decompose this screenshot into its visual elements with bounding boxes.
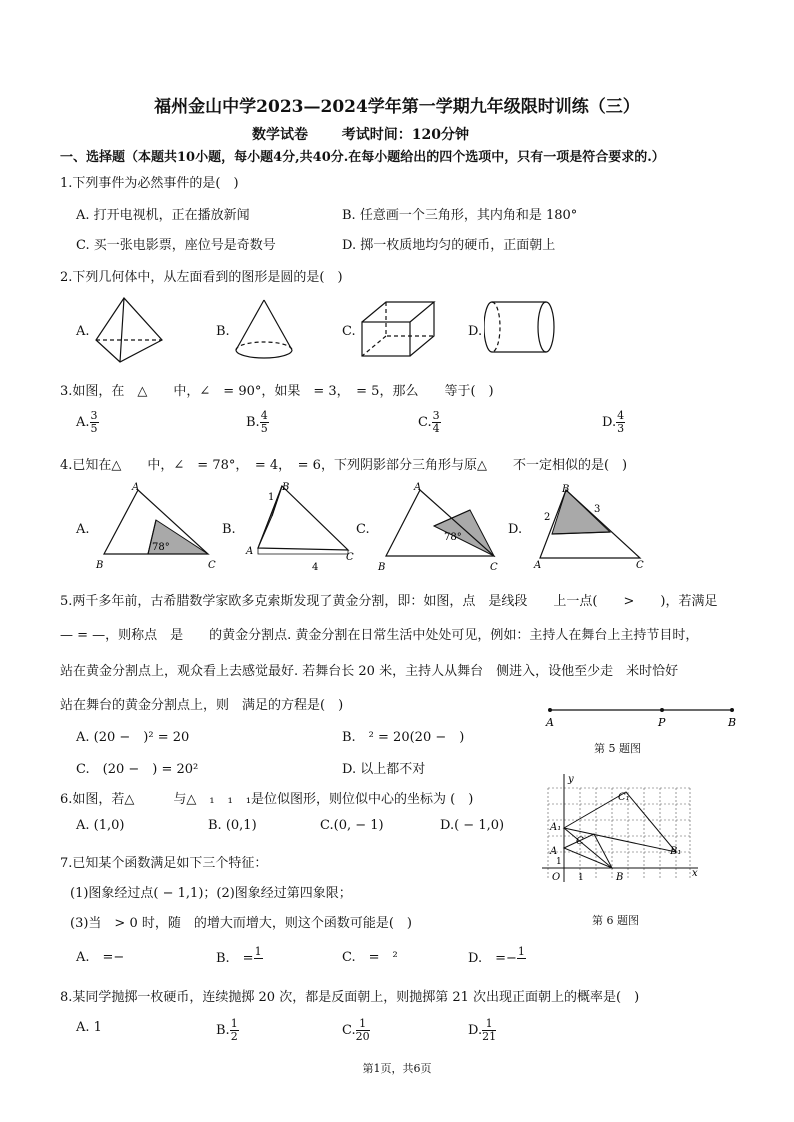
q7-b-num: 1: [254, 945, 262, 958]
q3-d-label: D.: [602, 415, 617, 430]
q3-c-num: 3: [432, 409, 440, 422]
q5-option-a[interactable]: A. (20 − )² = 20: [76, 730, 190, 745]
q6-coordinate-figure: [540, 770, 704, 886]
q4-figure-b: [238, 478, 358, 574]
cylinder-figure: [484, 294, 558, 362]
q1-stem: 1.下列事件为必然事件的是( ): [60, 176, 239, 191]
fig-c-label-b: B: [378, 562, 386, 572]
q8-c-label: C.: [342, 1023, 356, 1038]
q5-line-2: — = —，则称点 是 的黄金分割点. 黄金分割在日常生活中处处可见，例如：主持人在舞台上主持节目时，: [60, 628, 699, 643]
q7-d-prefix: D. =−: [468, 951, 517, 966]
q8-d-label: D.: [468, 1023, 483, 1038]
q6-option-c[interactable]: C.(0, − 1): [320, 818, 384, 833]
q5-line-1: 5.两千多年前，古希腊数学家欧多克索斯发现了黄金分割，即：如图，点 是线段 上一点( > )，若满足: [60, 594, 718, 609]
q5-segment-figure: [540, 700, 750, 730]
q2-option-d[interactable]: D.: [468, 324, 483, 339]
q8-b-den: 2: [230, 1030, 238, 1043]
x-tick-1: 1: [578, 873, 584, 883]
fig-b-len-1: 1: [268, 492, 275, 503]
q7-condition-1: (1)图象经过点( − 1,1)；(2)图象经过第四象限；: [70, 886, 352, 901]
q4-figure-d: [530, 482, 650, 572]
fig-b-len-4: 4: [312, 562, 319, 573]
segment-point-a: A: [546, 716, 554, 729]
q8-option-a[interactable]: A. 1: [76, 1020, 102, 1035]
q7-option-c[interactable]: C. = ²: [342, 950, 398, 965]
q3-d-den: 3: [617, 422, 625, 435]
q1-option-b[interactable]: B. 任意画一个三角形，其内角和是 180°: [342, 208, 578, 223]
q3-a-num: 3: [90, 409, 98, 422]
cone-figure: [230, 296, 300, 366]
q5-line-3: 站在黄金分割点上，观众看上去感觉最好. 若舞台长 20 米，主持人从舞台 侧进入，设他至少走 米时恰好: [60, 664, 679, 679]
q8-d-den: 21: [482, 1030, 497, 1043]
q3-a-den: 5: [90, 422, 98, 435]
q7-option-b[interactable]: [216, 946, 263, 971]
cuboid-figure: [356, 296, 440, 362]
point-a-label: A: [550, 846, 558, 857]
q1-option-c[interactable]: C. 买一张电影票，座位号是奇数号: [76, 238, 276, 253]
fig-d-len-2: 2: [544, 512, 551, 523]
q2-option-b[interactable]: B.: [216, 324, 230, 339]
axis-y-label: y: [568, 774, 574, 785]
exam-title: 福州金山中学2023—2024学年第一学期九年级限时训练（三）: [154, 97, 640, 117]
axis-x-label: x: [692, 868, 698, 879]
q6-option-a[interactable]: A. (1,0): [76, 818, 125, 833]
q4-option-d[interactable]: D.: [508, 522, 523, 537]
q5-line-4: 站在舞台的黄金分割点上，则 满足的方程是( ): [60, 698, 344, 713]
q8-c-den: 20: [355, 1030, 370, 1043]
fig-a-label-a: A: [132, 482, 140, 493]
q7-option-d[interactable]: [468, 946, 526, 971]
fig-d-label-b: B: [562, 484, 570, 495]
q8-option-d[interactable]: [468, 1018, 496, 1043]
q1-option-d[interactable]: D. 掷一枚质地均匀的硬币，正面朝上: [342, 238, 556, 253]
q7-b-prefix: B. =: [216, 951, 254, 966]
q6-stem: 6.如图，若△ 与△ ₁ ₁ ₁是位似图形，则位似中心的坐标为 ( ): [60, 792, 474, 807]
y-tick-1: 1: [556, 857, 562, 867]
q8-option-c[interactable]: [342, 1018, 370, 1043]
point-c1-label: C₁: [618, 792, 630, 803]
segment-point-b: B: [728, 716, 737, 729]
q3-d-num: 4: [617, 409, 625, 422]
fig-a-label-b: B: [96, 560, 104, 571]
q2-option-a[interactable]: A.: [76, 324, 90, 339]
fig-a-label-c: C: [208, 560, 216, 571]
point-b1-label: B₁: [670, 846, 682, 857]
q5-caption: 第 5 题图: [594, 742, 641, 755]
point-c-label: C: [576, 836, 584, 847]
exam-time: 考试时间：120分钟: [341, 127, 469, 143]
fig-c-label-c: C: [490, 562, 498, 572]
fig-d-len-3: 3: [594, 504, 601, 515]
q8-b-label: B.: [216, 1023, 230, 1038]
q6-option-d[interactable]: D.( − 1,0): [440, 818, 505, 833]
q2-option-c[interactable]: C.: [342, 324, 356, 339]
pyramid-figure: [92, 292, 172, 368]
fig-c-label-a: A: [414, 482, 422, 493]
q3-b-den: 5: [260, 422, 268, 435]
page-number: 第1页，共6页: [362, 1062, 432, 1075]
fig-b-label-a: A: [246, 546, 254, 557]
q7-stem: 7.已知某个函数满足如下三个特征：: [60, 856, 268, 871]
q8-option-b[interactable]: [216, 1018, 239, 1043]
q8-d-num: 1: [482, 1018, 496, 1031]
q4-option-a[interactable]: A.: [76, 522, 90, 537]
point-a1-label: A₁: [550, 822, 562, 833]
fig-c-angle: 78°: [444, 532, 462, 543]
origin-label: O: [552, 872, 561, 883]
q3-option-c[interactable]: [418, 410, 441, 435]
subject-label: 数学试卷: [252, 127, 308, 143]
q3-b-num: 4: [260, 409, 268, 422]
q3-c-den: 4: [432, 422, 440, 435]
q3-stem: 3.如图，在 △ 中，∠ = 90°，如果 = 3， = 5，那么 等于( ): [60, 384, 494, 399]
q7-condition-3: (3)当 > 0 时，随 的增大而增大，则这个函数可能是( ): [70, 916, 412, 931]
fig-d-label-c: C: [636, 560, 644, 571]
exam-subject: [252, 124, 469, 144]
q7-option-a[interactable]: A. =−: [76, 950, 125, 965]
q3-option-b[interactable]: [246, 410, 269, 435]
fig-b-label-b: B: [282, 482, 290, 493]
q3-a-label: A.: [76, 415, 90, 430]
q4-stem: 4.已知在△ 中，∠ = 78°， = 4， = 6，下列阴影部分三角形与原△ 不一定相似的是( ): [60, 458, 628, 473]
q8-b-num: 1: [230, 1017, 238, 1030]
q5-option-d[interactable]: D. 以上都不对: [342, 762, 426, 777]
q8-c-num: 1: [356, 1018, 370, 1031]
q5-option-b[interactable]: B. ² = 20(20 − ): [342, 730, 465, 745]
fig-b-label-c: C: [346, 552, 354, 563]
q2-stem: 2.下列几何体中，从左面看到的图形是圆的是( ): [60, 270, 343, 285]
q6-caption: 第 6 题图: [592, 914, 639, 927]
fig-a-angle: 78°: [152, 542, 170, 553]
q3-b-label: B.: [246, 415, 260, 430]
q8-stem: 8.某同学抛掷一枚硬币，连续抛掷 20 次，都是反面朝上，则抛掷第 21 次出现正面朝上的概率是( ): [60, 990, 640, 1005]
q3-option-d[interactable]: [602, 410, 625, 435]
q4-figure-a: [92, 480, 222, 572]
section-title: 一、选择题（本题共10小题，每小题4分,共40分.在每小题给出的四个选项中，只有一项是符合要求的.）: [60, 150, 665, 165]
segment-point-p: P: [658, 716, 666, 729]
q7-d-den: [517, 959, 526, 971]
q4-figure-c: [374, 480, 504, 572]
q1-option-a[interactable]: A. 打开电视机，正在播放新闻: [76, 208, 250, 223]
q7-b-den: [254, 959, 263, 971]
q3-c-label: C.: [418, 415, 432, 430]
q7-d-num: 1: [517, 945, 525, 958]
q4-option-b[interactable]: B.: [222, 522, 236, 537]
fig-d-label-a: A: [534, 560, 542, 571]
q5-option-c[interactable]: C. (20 − ) = 20²: [76, 762, 199, 777]
q6-option-b[interactable]: B. (0,1): [208, 818, 257, 833]
q3-option-a[interactable]: [76, 410, 99, 435]
point-b-label: B: [616, 872, 624, 883]
q4-option-c[interactable]: C.: [356, 522, 370, 537]
